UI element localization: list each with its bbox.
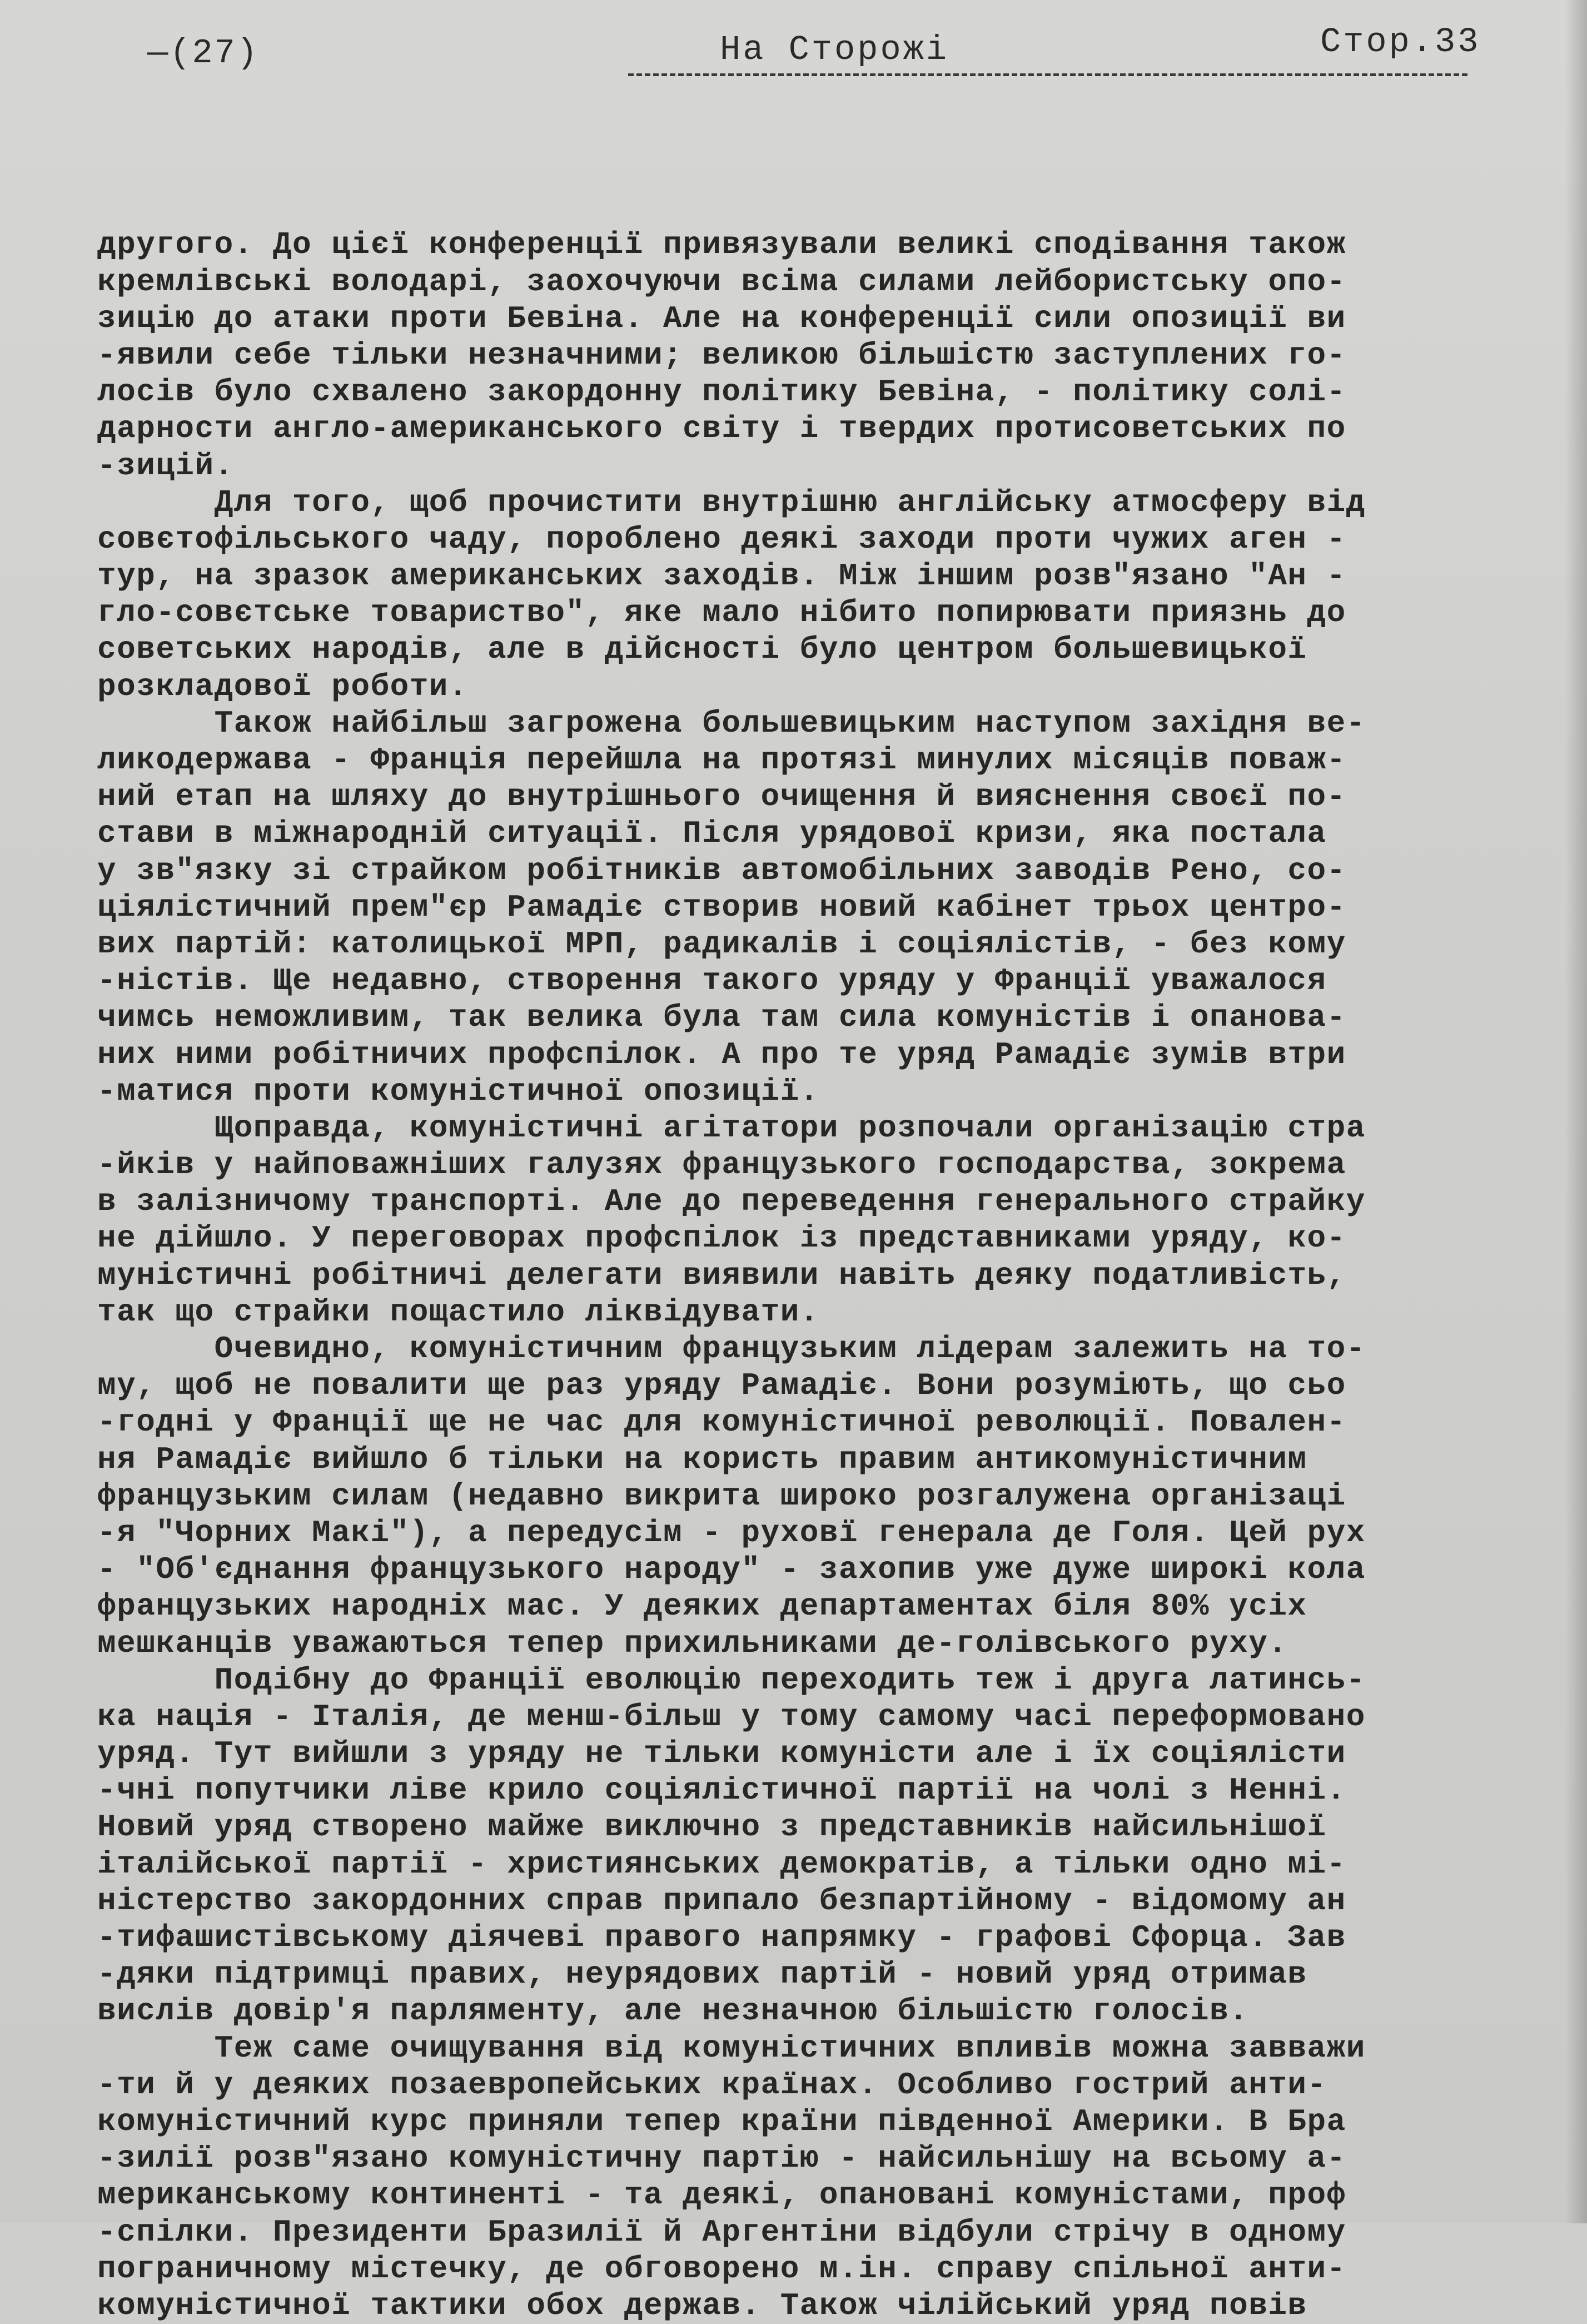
text-line: вислів довір'я парляменту, але незначною більшістю голосів. <box>97 1993 1249 2029</box>
text-line: -матися проти комуністичної опозиції. <box>97 1073 819 1109</box>
text-line: ціялістичний прем"єр Рамадіє створив новий кабінет трьох центро- <box>97 889 1346 925</box>
text-line: му, щоб не повалити ще раз уряду Рамадіє. Вони розуміють, що сьо <box>97 1368 1346 1404</box>
text-line: комуністичної тактики обох держав. Також чілійський уряд повів <box>97 2287 1307 2323</box>
text-line: -тифашистівському діячеві правого напрямку - графові Сфорца. Зав <box>97 1920 1346 1956</box>
text-line: -зилії розв"язано комуністичну партію - найсильнішу на всьому а- <box>97 2141 1346 2177</box>
text-line: ка нація - Італія, де менш-більш у тому самому часі переформовано <box>97 1699 1366 1735</box>
text-line: них ними робітничих профспілок. А про те уряд Рамадіє зумів втри <box>97 1036 1346 1072</box>
text-line: -дяки підтримці правих, неурядових партій - новий уряд отримав <box>97 1956 1307 1993</box>
text-line: - "Об'єднання французького народу" - захопив уже дуже широкі кола <box>97 1552 1366 1588</box>
text-line: комуністичний курс приняли тепер країни південної Америки. В Бра <box>97 2103 1346 2139</box>
text-line: -чні попутчики ліве крило соціялістичної партії на чолі з Ненні. <box>97 1772 1346 1809</box>
text-line: французьким силам (недавно викрита широко розгалужена організаці <box>97 1478 1346 1514</box>
text-line: лосів було схвалено закордонну політику Бевіна, - політику солі- <box>97 374 1346 410</box>
text-line: -я "Чорних Макі"), а передусім - руховї генерала де Голя. Цей рух <box>97 1514 1366 1551</box>
text-line: в залізничому транспорті. Але до переведення генерального страйку <box>97 1184 1366 1220</box>
text-line: італійської партії - християнських демократів, а тільки одно мі- <box>97 1846 1346 1882</box>
text-line: Також найбільш загрожена большевицьким наступом західня ве- <box>97 705 1366 741</box>
text-line: муністичні робітничі делегати виявили навіть деяку податливість, <box>97 1257 1346 1293</box>
text-line: -ти й у деяких позаевропейських країнах. Особливо гострий анти- <box>97 2067 1327 2103</box>
text-line: Новий уряд створено майже виключно з представників найсильнішої <box>97 1809 1327 1845</box>
text-line: -годні у Франції ще не час для комуністичної революції. Повален- <box>97 1404 1346 1441</box>
header-dashed-rule <box>628 73 1467 76</box>
text-line: тур, на зразок американських заходів. Між іншим розв"язано "Ан - <box>97 558 1346 594</box>
page-header <box>0 22 1587 83</box>
typewritten-body <box>97 153 1520 2324</box>
text-line: Для того, щоб прочистити внутрішню англійську атмосферу від <box>97 484 1366 520</box>
text-line: другого. До цієї конференції привязували великі сподівання також <box>97 227 1346 263</box>
text-line: не дійшло. У переговорах профспілок із представниками уряду, ко- <box>97 1220 1346 1257</box>
text-line: советських народів, але в дійсності було центром большевицької <box>97 632 1307 668</box>
text-line: зицію до атаки проти Бевіна. Але на конференції сили опозиції ви <box>97 300 1346 336</box>
text-line: -явили себе тільки незначними; великою більшістю заступлених го- <box>97 337 1346 373</box>
text-line: вих партій: католицької МРП, радикалів і соціялістів, - без кому <box>97 926 1346 962</box>
page-marker: —(27) <box>147 33 260 73</box>
text-line: ний етап на шляху до внутрішнього очищення й вияснення своєї по- <box>97 779 1346 815</box>
text-line: пограничному містечку, де обговорено м.ін. справу спільної анти- <box>97 2251 1346 2287</box>
text-line: ликодержава - Франція перейшла на протязі минулих місяців поваж- <box>97 742 1346 778</box>
text-line: -спілки. Президенти Бразилії й Аргентіни відбули стрічу в одному <box>97 2214 1346 2250</box>
text-line: розкладової роботи. <box>97 668 469 704</box>
text-line: уряд. Тут вийшли з уряду не тільки комуністи але і їх соціялісти <box>97 1736 1346 1772</box>
text-line: дарности англо-американського світу і твердих протисоветських по <box>97 411 1346 447</box>
text-line: так що страйки пощастило ліквідувати. <box>97 1294 819 1330</box>
text-line: мериканському континенті - та деякі, опановані комуністами, проф <box>97 2177 1346 2213</box>
text-line: -зицій. <box>97 448 234 484</box>
scan-shadow <box>1565 0 1587 2223</box>
text-line: стави в міжнародній ситуації. Після урядової кризи, яка постала <box>97 816 1327 852</box>
text-line: ністерство закордонних справ припало безпартійному - відомому ан <box>97 1883 1346 1919</box>
text-line: Щоправда, комуністичні агітатори розпочали організацію стра <box>97 1110 1366 1146</box>
text-line: Теж саме очищування від комуністичних впливів можна завважи <box>97 2030 1366 2066</box>
text-line: Подібну до Франції еволюцію переходить теж і друга латинсь- <box>97 1662 1366 1698</box>
text-line: гло-совєтське товариство", яке мало нібито попирювати приязнь до <box>97 595 1346 631</box>
text-line: французьких народніх мас. У деяких департаментах біля 80% усіх <box>97 1588 1307 1625</box>
text-line: кремлівські володарі, заохочуючи всіма силами лейбористську опо- <box>97 264 1346 300</box>
text-line: Очевидно, комуністичним французьким лідерам залежить на то- <box>97 1331 1366 1367</box>
text-line: -ністів. Ще недавно, створення такого уряду у Франції уважалося <box>97 963 1327 999</box>
text-line: чимсь неможливим, так велика була там сила комуністів і опанова- <box>97 1000 1346 1036</box>
publication-title: На Сторожі <box>720 30 949 69</box>
text-line: мешканців уважаються тепер прихильниками де-голівського руху. <box>97 1625 1288 1661</box>
text-line: у зв"язку зі страйком робітників автомобільних заводів Рено, со- <box>97 852 1346 888</box>
text-line: ня Рамадіє вийшло б тільки на користь правим антикомуністичним <box>97 1441 1307 1477</box>
text-line: -йків у найповажніших галузях французького господарства, зокрема <box>97 1147 1346 1183</box>
text-line: совєтофільського чаду, пороблено деякі заходи проти чужих аген - <box>97 521 1346 557</box>
page-number: Стор.33 <box>1320 22 1481 62</box>
